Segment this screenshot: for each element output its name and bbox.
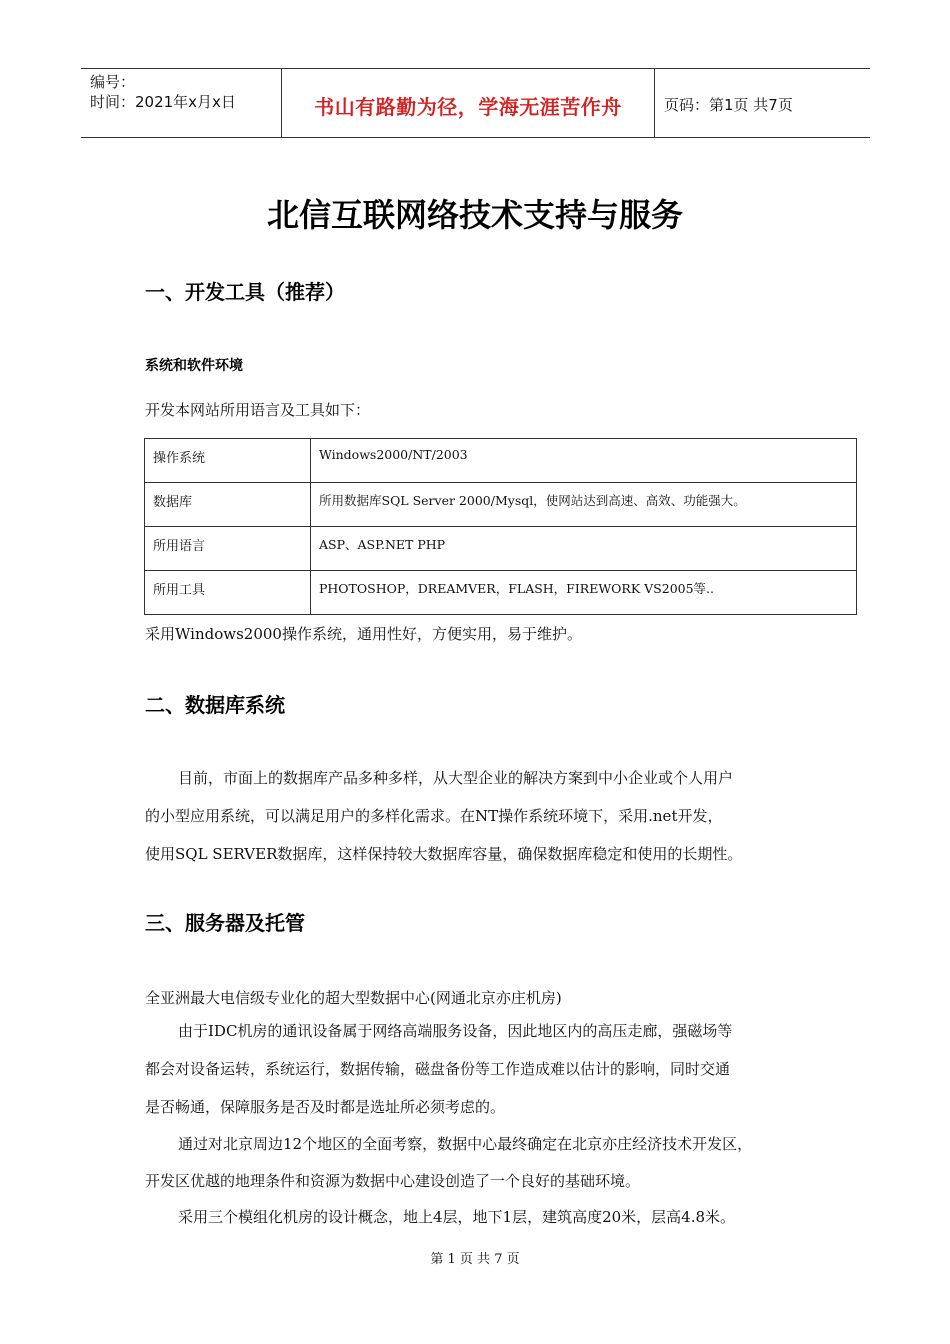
header-meta-cell bbox=[81, 69, 281, 137]
table-key: 数据库 bbox=[145, 483, 311, 527]
time-label: 时间：2021年x月x日 bbox=[90, 93, 236, 111]
table-key: 所用工具 bbox=[145, 571, 311, 615]
section-3-line: 通过对北京周边12个地区的全面考察，数据中心最终确定在北京亦庄经济技术开发区， bbox=[178, 1135, 753, 1153]
table-value: 所用数据库SQL Server 2000/Mysql，使网站达到高速、高效、功能强大。 bbox=[311, 483, 857, 527]
section-3-line: 都会对设备运转，系统运行，数据传输，磁盘备份等工作造成难以估计的影响，同时交通 bbox=[145, 1060, 731, 1078]
section-2-line: 使用SQL SERVER数据库，这样保持较大数据库容量，确保数据库稳定和使用的长期性。 bbox=[145, 845, 743, 863]
section-3-line: 由于IDC机房的通讯设备属于网络高端服务设备，因此地区内的高压走廊，强磁场等 bbox=[178, 1022, 733, 1040]
number-label: 编号： bbox=[90, 73, 136, 91]
section-2-line: 的小型应用系统，可以满足用户的多样化需求。在NT操作系统环境下，采用.net开发， bbox=[145, 807, 723, 825]
section-3-line: 是否畅通，保障服务是否及时都是选址所必须考虑的。 bbox=[145, 1098, 506, 1116]
table-row bbox=[145, 483, 857, 527]
table-value: Windows2000/NT/2003 bbox=[311, 439, 857, 483]
table-row bbox=[145, 527, 857, 571]
table-row bbox=[145, 571, 857, 615]
section-1-summary: 采用Windows2000操作系统，通用性好，方便实用，易于维护。 bbox=[145, 625, 582, 643]
table-key: 所用语言 bbox=[145, 527, 311, 571]
page-header bbox=[81, 68, 870, 138]
page-footer: 第 1 页 共 7 页 bbox=[430, 1252, 520, 1267]
table-key: 操作系统 bbox=[145, 439, 311, 483]
section-3-line: 采用三个模组化机房的设计概念，地上4层，地下1层，建筑高度20米，层高4.8米。 bbox=[178, 1208, 736, 1226]
section-1-intro: 开发本网站所用语言及工具如下： bbox=[145, 401, 371, 419]
section-3-line: 全亚洲最大电信级专业化的超大型数据中心(网通北京亦庄机房) bbox=[145, 989, 562, 1007]
environment-table bbox=[144, 438, 857, 615]
section-2-heading: 二、数据库系统 bbox=[145, 693, 285, 717]
table-value: ASP、ASP.NET PHP bbox=[311, 527, 857, 571]
table-row bbox=[145, 439, 857, 483]
section-1-heading: 一、开发工具（推荐） bbox=[145, 280, 345, 304]
header-motto: 书山有路勤为径，学海无涯苦作舟 bbox=[314, 95, 622, 119]
header-page-info: 页码：第1页 共7页 bbox=[664, 96, 793, 114]
header-page-cell bbox=[654, 69, 870, 137]
document-title: 北信互联网络技术支持与服务 bbox=[266, 196, 683, 234]
section-3-heading: 三、服务器及托管 bbox=[145, 911, 305, 935]
section-2-line: 目前，市面上的数据库产品多种多样，从大型企业的解决方案到中小企业或个人用户 bbox=[178, 769, 734, 787]
section-1-subheading: 系统和软件环境 bbox=[145, 358, 243, 374]
section-3-line: 开发区优越的地理条件和资源为数据中心建设创造了一个良好的基础环境。 bbox=[145, 1172, 641, 1190]
table-value: PHOTOSHOP，DREAMVER，FLASH，FIREWORK VS2005等.. bbox=[311, 571, 857, 615]
header-motto-cell bbox=[281, 69, 655, 137]
